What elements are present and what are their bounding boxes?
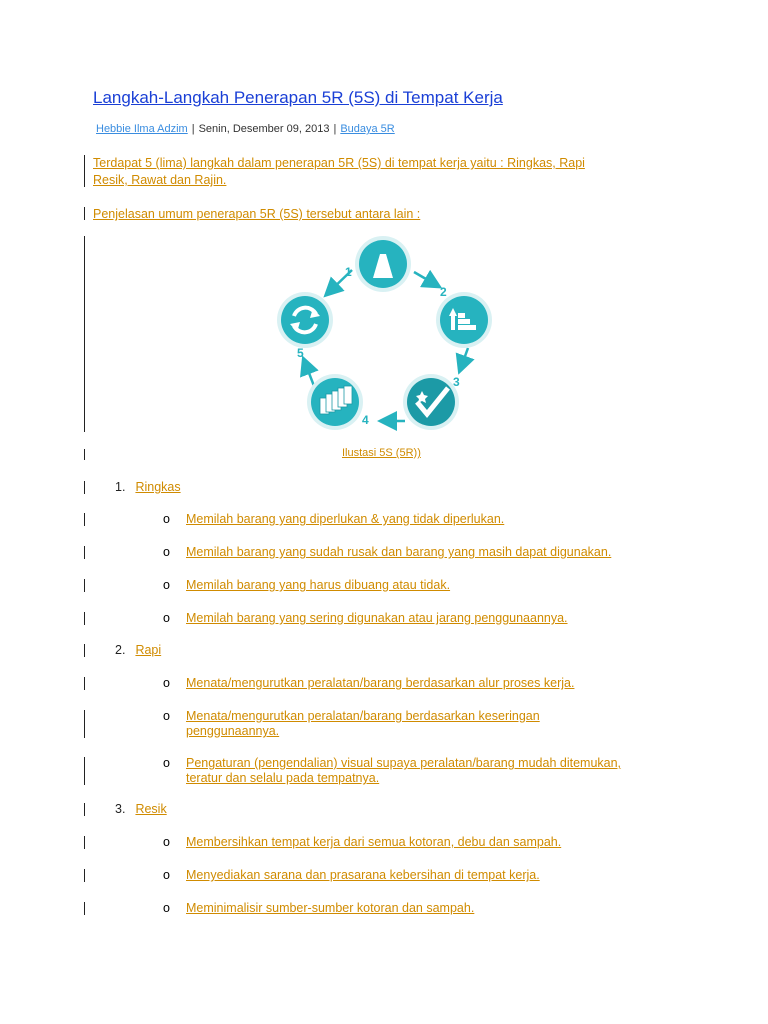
explain-text[interactable]: Penjelasan umum penerapan 5R (5S) tersebut antara lain : [93, 207, 421, 221]
step-5-node [277, 292, 333, 348]
step-3-node [403, 374, 459, 430]
bullet-marker: o [163, 901, 170, 915]
article-title[interactable]: Langkah-Langkah Penerapan 5R (5S) di Tempat Kerja [93, 88, 503, 107]
quote-bar [84, 155, 85, 187]
quote-bar [84, 513, 85, 526]
category-link[interactable]: Budaya 5R [340, 123, 395, 135]
quote-bar [84, 803, 85, 816]
quote-bar [84, 612, 85, 625]
section-number: 3. [115, 802, 126, 816]
quote-bar [84, 757, 85, 785]
list-item-text[interactable]: Memilah barang yang harus dibuang atau tidak. [186, 578, 451, 592]
step-2-node [436, 292, 492, 348]
quote-bar [84, 579, 85, 592]
quote-bar [84, 481, 85, 494]
bullet-marker: o [163, 709, 170, 723]
section-number: 2. [115, 643, 126, 657]
meta-separator: | [191, 123, 195, 135]
bullet-marker: o [163, 868, 170, 882]
bullet-marker: o [163, 756, 170, 770]
list-item-text[interactable]: Memilah barang yang diperlukan & yang tidak diperlukan. [186, 512, 505, 526]
quote-bar [84, 644, 85, 657]
list-item-text[interactable]: Membersihkan tempat kerja dari semua kotoran, debu dan sampah. [186, 835, 562, 849]
quote-bar [84, 869, 85, 882]
section-heading-rapi [115, 643, 161, 657]
list-item-text[interactable]: Memilah barang yang sering digunakan atau jarang penggunaannya. [186, 611, 568, 625]
5s-cycle-diagram [270, 230, 500, 438]
list-item-text[interactable]: Menata/mengurutkan peralatan/barang berdasarkan alur proses kerja. [186, 676, 575, 690]
quote-bar [84, 236, 85, 432]
arrow-4-to-5 [304, 360, 314, 386]
list-item-text[interactable]: Menata/mengurutkan peralatan/barang berdasarkan keseringan [186, 709, 540, 723]
section-label[interactable]: Ringkas [135, 480, 181, 494]
quote-bar [84, 449, 85, 460]
bullet-marker: o [163, 578, 170, 592]
list-item-text[interactable]: penggunaannya. [186, 724, 280, 738]
arrow-2-to-3 [460, 348, 468, 370]
quote-bar [84, 546, 85, 559]
step-number-1: 1 [345, 265, 352, 279]
step-number-3: 3 [453, 375, 460, 389]
quote-bar [84, 677, 85, 690]
quote-bar [84, 207, 85, 220]
section-heading-resik [115, 802, 167, 816]
arrow-1-to-2 [414, 272, 438, 286]
quote-bar [84, 710, 85, 738]
step-4-node [307, 374, 363, 430]
step-number-2: 2 [440, 285, 447, 299]
intro-line-2[interactable]: Resik, Rawat dan Rajin. [93, 173, 227, 187]
step-number-4: 4 [362, 413, 369, 427]
section-number: 1. [115, 480, 126, 494]
post-date: Senin, Desember 09, 2013 [198, 123, 330, 135]
bullet-marker: o [163, 545, 170, 559]
section-heading-ringkas [115, 480, 181, 494]
bullet-marker: o [163, 611, 170, 625]
list-item-text[interactable]: Memilah barang yang sudah rusak dan barang yang masih dapat digunakan. [186, 545, 612, 559]
bullet-marker: o [163, 676, 170, 690]
quote-bar [84, 902, 85, 915]
meta-separator: | [333, 123, 337, 135]
intro-line-1[interactable]: Terdapat 5 (lima) langkah dalam penerapan 5R (5S) di tempat kerja yaitu : Ringkas, Rapi [93, 156, 585, 170]
intro-paragraph [93, 155, 585, 189]
section-label[interactable]: Resik [135, 802, 167, 816]
step-1-node [355, 236, 411, 292]
bullet-marker: o [163, 835, 170, 849]
article-meta [96, 123, 395, 135]
diagram-caption[interactable]: Ilustasi 5S (5R)) [342, 447, 421, 459]
list-item-text[interactable]: Pengaturan (pengendalian) visual supaya peralatan/barang mudah ditemukan, [186, 756, 622, 770]
list-item-text[interactable]: Menyediakan sarana dan prasarana kebersihan di tempat kerja. [186, 868, 540, 882]
bullet-marker: o [163, 512, 170, 526]
quote-bar [84, 836, 85, 849]
list-item-text[interactable]: teratur dan selalu pada tempatnya. [186, 771, 380, 785]
list-item-text[interactable]: Meminimalisir sumber-sumber kotoran dan sampah. [186, 901, 475, 915]
author-link[interactable]: Hebbie Ilma Adzim [96, 123, 188, 135]
section-label[interactable]: Rapi [135, 643, 162, 657]
step-number-5: 5 [297, 346, 304, 360]
